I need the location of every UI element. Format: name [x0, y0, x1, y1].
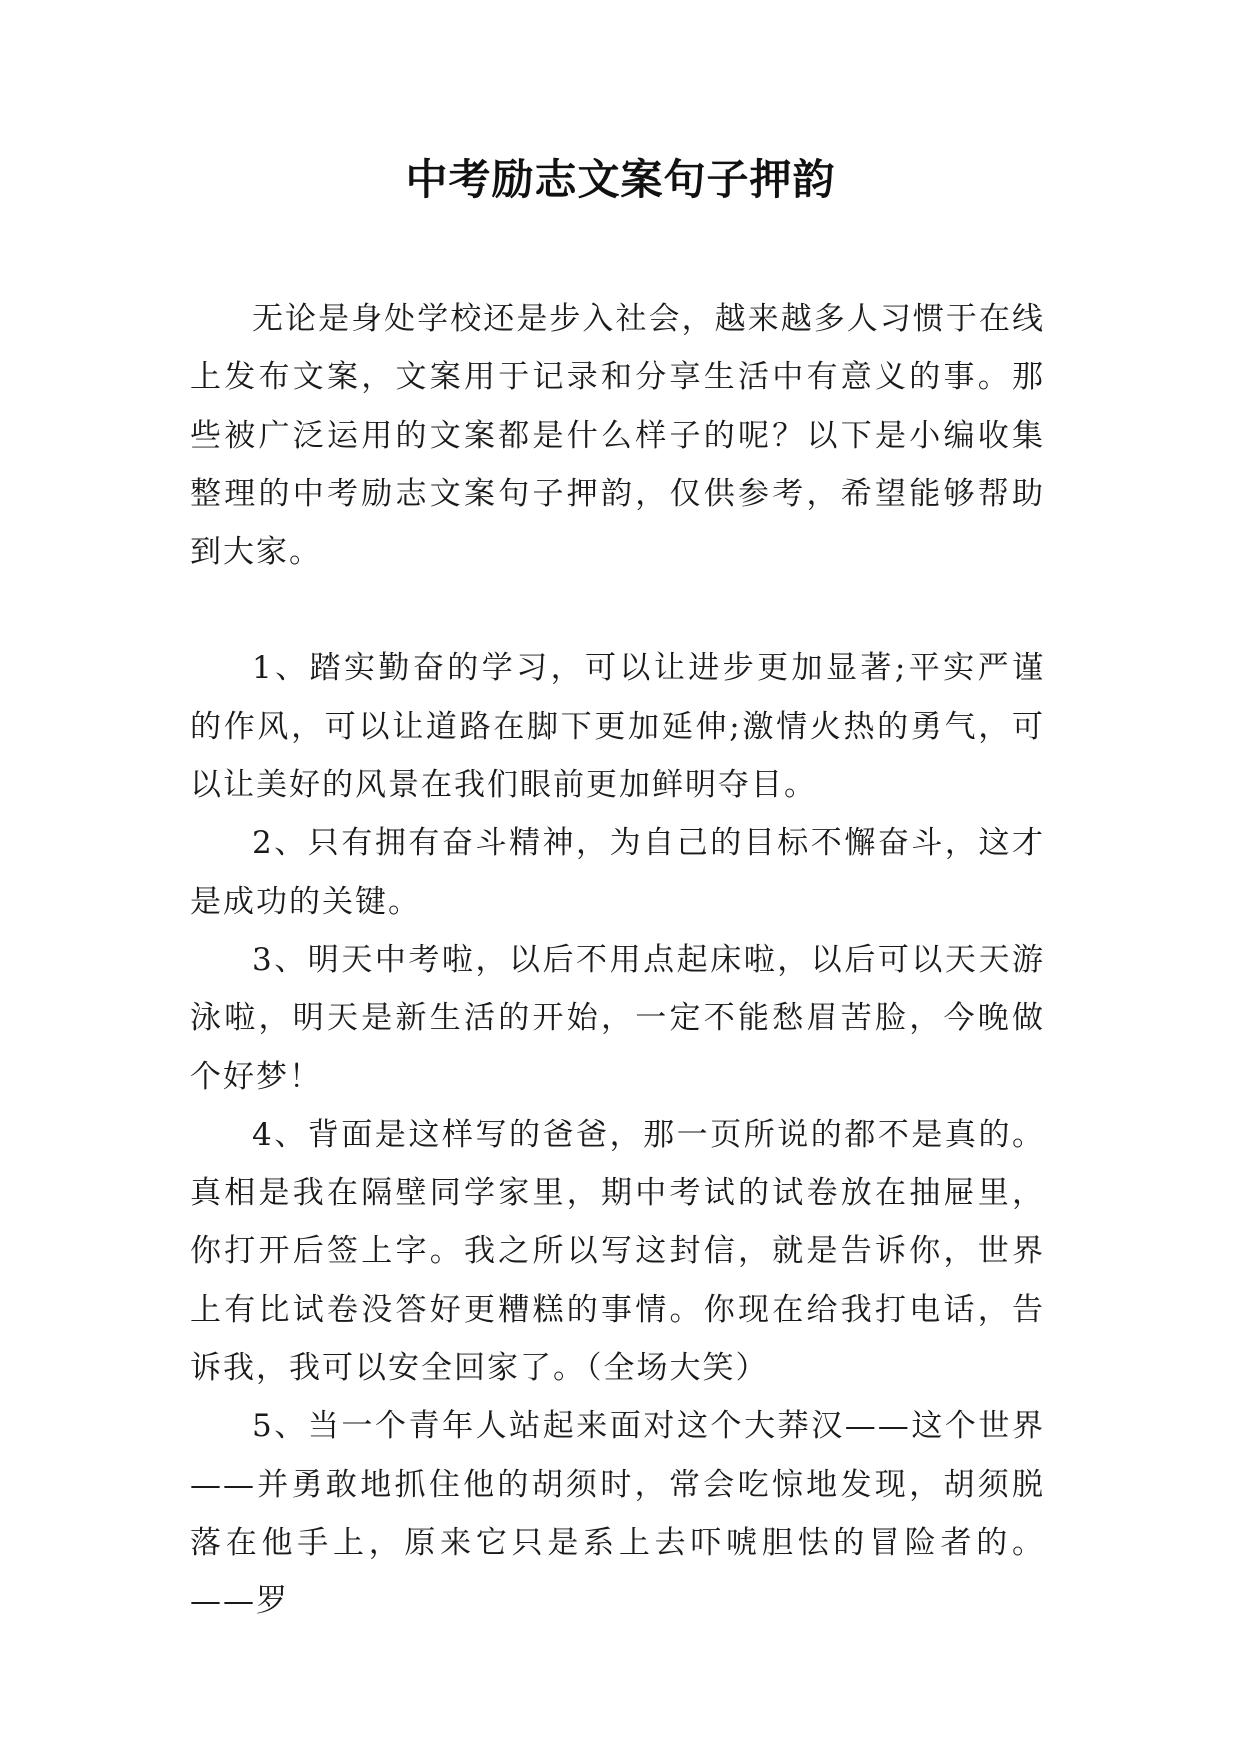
intro-paragraph: 无论是身处学校还是步入社会，越来越多人习惯于在线上发布文案，文案用于记录和分享生活中有意义的事。那些被广泛运用的文案都是什么样子的呢？以下是小编收集整理的中考励志文案句子押韵，仅供参考，希望能够帮助到大家。 [190, 301, 1045, 571]
list-item: 3、明天中考啦，以后不用点起床啦，以后可以天天游泳啦，明天是新生活的开始，一定不能愁眉苦脸，今晚做个好梦！ [190, 941, 1045, 1095]
document-body [190, 290, 1045, 1631]
list-item: 1、踏实勤奋的学习，可以让进步更加显著;平实严谨的作风，可以让道路在脚下更加延伸;激情火热的勇气，可以让美好的风景在我们眼前更加鲜明夺目。 [190, 650, 1045, 804]
document-title: 中考励志文案句子押韵 [405, 155, 836, 204]
list-item: 2、只有拥有奋斗精神，为自己的目标不懈奋斗，这才是成功的关键。 [190, 825, 1045, 920]
list-item: 5、当一个青年人站起来面对这个大莽汉——这个世界——并勇敢地抓住他的胡须时，常会吃惊地发现，胡须脱落在他手上，原来它只是系上去吓唬胆怯的冒险者的。——罗 [190, 1408, 1045, 1620]
list-item: 4、背面是这样写的爸爸，那一页所说的都不是真的。真相是我在隔壁同学家里，期中考试的试卷放在抽屉里，你打开后签上字。我之所以写这封信，就是告诉你，世界上有比试卷没答好更糟糕的事情。你现在给我打电话，告诉我，我可以安全回家了。（全场大笑） [190, 1116, 1045, 1387]
